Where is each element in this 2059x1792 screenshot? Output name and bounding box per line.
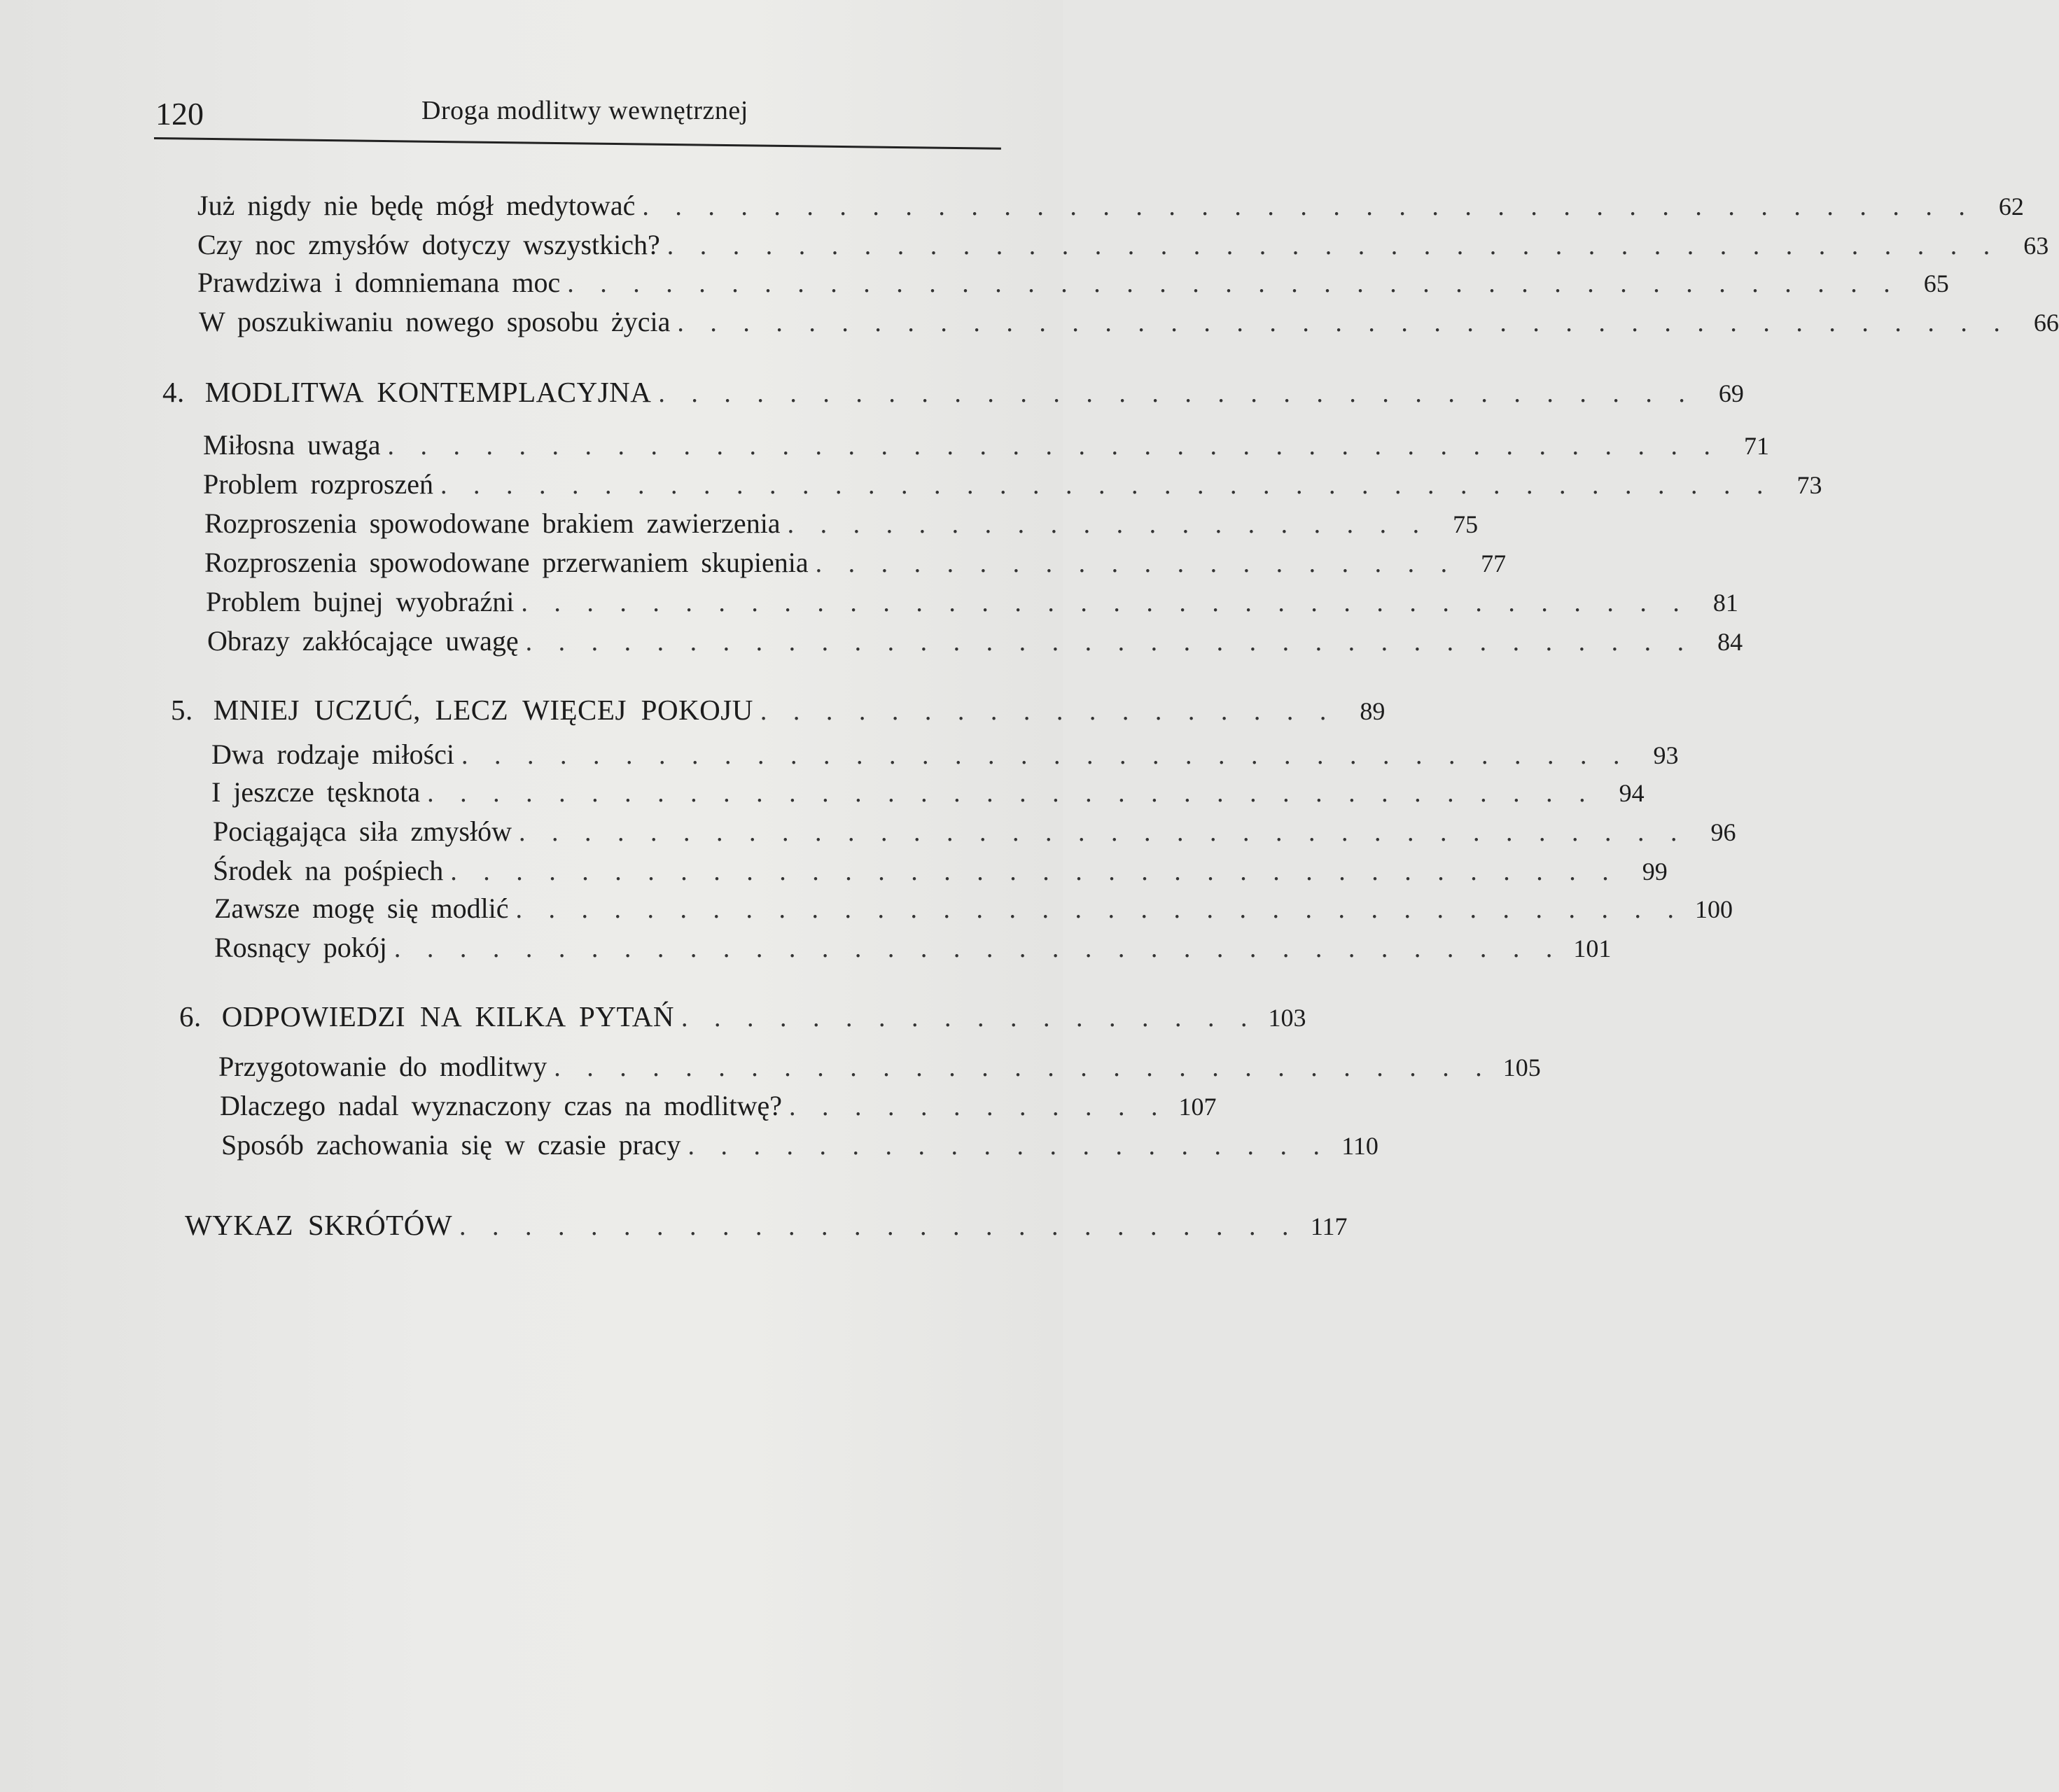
toc-entry	[213, 815, 1736, 854]
toc-entry-page: 110	[1341, 1132, 1379, 1160]
dot-leader: . . . . . . . . . . . . . . . . . . . .	[815, 549, 1458, 578]
toc-entry-page: 100	[1695, 895, 1733, 923]
chapter-title: MNIEJ UCZUĆ, LECZ WIĘCEJ POKOJU	[213, 694, 753, 726]
toc-entry	[206, 585, 1738, 624]
toc-entry	[214, 931, 1612, 970]
toc-entry	[204, 546, 1507, 585]
dot-leader: . . . . . . . . . . . . . . . . . . . . . . . . . . . . . . . . . . . .	[521, 588, 1689, 617]
dot-leader: . . . . . . . . . . . . . . . . . . . . . . . . . . . . . . . . . . . .	[525, 627, 1694, 657]
toc-entry-page: 75	[1453, 510, 1479, 538]
toc-entry	[204, 507, 1479, 546]
toc-entry-title: I jeszcze tęsknota	[211, 776, 421, 808]
toc-entry-page: 63	[2023, 232, 2049, 260]
dot-leader: . . . . . . . . . . . .	[788, 1092, 1168, 1121]
toc-entry	[213, 854, 1668, 893]
toc-entry	[214, 892, 1733, 931]
toc-entry	[203, 468, 1822, 507]
toc-entry-title: Środek na pośpiech	[213, 855, 444, 886]
toc-entry-page: 105	[1502, 1054, 1541, 1082]
toc-entry-title: Problem rozproszeń	[203, 468, 434, 500]
chapter-title: MODLITWA KONTEMPLACYJNA	[204, 376, 652, 408]
toc-entry-title: W poszukiwaniu nowego sposobu życia	[199, 306, 671, 337]
chapter-page: 89	[1360, 697, 1386, 725]
chapter-page: 69	[1718, 379, 1744, 407]
toc-entry-page: 73	[1796, 471, 1822, 499]
toc-entry-title: Czy noc zmysłów dotyczy wszystkich?	[197, 229, 660, 260]
toc-entry	[207, 624, 1743, 664]
toc-entry	[221, 1128, 1379, 1168]
dot-leader: . . . . . . . . . . . . . . . . . .	[760, 696, 1336, 726]
toc-entry-title: Prawdziwa i domniemana moc	[197, 267, 561, 298]
dot-leader: . . . . . . . . . . . . . . . . . . . . . . . . . . . . . . . . . . . . . . . . .	[677, 308, 2010, 337]
toc-entry	[197, 266, 1949, 305]
chapter-number: 6.	[179, 1000, 202, 1032]
toc-entry-title: Przygotowanie do modlitwy	[218, 1051, 547, 1082]
toc-entry-title: Problem bujnej wyobraźni	[206, 586, 515, 617]
toc-entry-title: Zawsze mogę się modlić	[214, 892, 509, 924]
toc-entry-page: 99	[1642, 858, 1668, 886]
dot-leader: . . . . . . . . . . . . . . . . . . . . . . . . . . . . . . . . . . . .	[393, 934, 1563, 963]
dot-leader: . . . . . . . . . . . . . . . . . . . . . . . . . .	[459, 1212, 1299, 1241]
toc-entry-title: Dwa rodzaje miłości	[211, 738, 454, 770]
toc-entry-page: 94	[1619, 779, 1645, 807]
toc-entry-title: Dlaczego nadal wyznaczony czas na modlitwę?	[220, 1090, 782, 1121]
toc-entry-page: 77	[1481, 550, 1507, 578]
toc-entry-page: 96	[1710, 818, 1736, 846]
toc-entry-page: 81	[1712, 589, 1738, 617]
dot-leader: . . . . . . . . . . . . . . . . . . . . . . . . . . . . . . . . . . . . . . . . .	[440, 470, 1773, 500]
toc-chapter	[171, 693, 1386, 732]
chapter-number: 4.	[162, 376, 185, 408]
toc-entry-title: Pociągająca siła zmysłów	[213, 816, 512, 847]
toc-entry-page: 101	[1573, 934, 1612, 962]
page-number: 120	[155, 96, 204, 132]
toc-chapter	[185, 1208, 1348, 1247]
chapter-page: 103	[1268, 1004, 1306, 1032]
toc-entry	[218, 1050, 1541, 1089]
toc-entry-title: Sposób zachowania się w czasie pracy	[221, 1129, 681, 1161]
dot-leader: . . . . . . . . . . . . . . . . . . . . . . . . . . . . . . . . . . . .	[518, 818, 1687, 847]
chapter-title: WYKAZ SKRÓTÓW	[185, 1209, 453, 1241]
toc-entry	[197, 189, 2024, 228]
dot-leader: . . . . . . . . . . . . . . . . . . . . . . . . . . . . . . . . . . . . . . . . .	[642, 192, 1975, 221]
dot-leader: . . . . . . . . . . . . . . . . . . . . . . . . . . . . . . . . . . . . . . . . .	[567, 269, 1900, 298]
dot-leader: . . . . . . . . . . . . . . . . . . . . . . . . . . . . . . . . . . . .	[450, 857, 1619, 886]
header-rule	[154, 137, 1001, 150]
toc-entry	[203, 428, 1770, 468]
toc-entry-title: Już nigdy nie będę mógł medytować	[197, 190, 636, 221]
toc-entry	[197, 228, 2049, 267]
dot-leader: . . . . . . . . . . . . . . . . . . . . . . . . . . . . . . . . . . . .	[427, 778, 1596, 808]
dot-leader: . . . . . . . . . . . . . . . . . . . . . . . . . . . . . . . .	[658, 379, 1695, 408]
dot-leader: . . . . . . . . . . . . . . . . . . . .	[787, 510, 1430, 539]
toc-entry-title: Rozproszenia spowodowane brakiem zawierzenia	[204, 507, 781, 539]
dot-leader: . . . . . . . . . . . . . . . . . . . . . . . . . . . . . . . . . . . . . . . . .	[387, 431, 1721, 461]
toc-entry	[211, 776, 1645, 815]
dot-leader: . . . . . . . . . . . . . . . . . . . . . . . . . . . . . . . . . . . . . . . . .	[666, 231, 2000, 260]
toc-entry	[199, 305, 2059, 344]
toc-entry-page: 107	[1178, 1093, 1217, 1121]
toc-entry-title: Rozproszenia spowodowane przerwaniem skupienia	[204, 547, 809, 578]
toc-entry	[211, 738, 1679, 777]
toc-entry-title: Obrazy zakłócające uwagę	[207, 625, 519, 657]
toc-chapter	[179, 1000, 1306, 1039]
toc-entry-page: 62	[1998, 192, 2024, 220]
dot-leader: . . . . . . . . . . . . . . . . . . . . . . . . . . . . . . . . . . . .	[461, 741, 1630, 770]
chapter-title: ODPOWIEDZI NA KILKA PYTAŃ	[221, 1000, 674, 1032]
toc-entry-page: 84	[1717, 628, 1743, 656]
toc-entry-page: 66	[2033, 309, 2059, 337]
dot-leader: . . . . . . . . . . . . . . . . . . . . . . . . . . . . .	[554, 1053, 1492, 1082]
toc-entry-title: Rosnący pokój	[214, 932, 387, 963]
toc-entry	[220, 1089, 1217, 1128]
running-title: Droga modlitwy wewnętrznej	[421, 96, 748, 125]
toc-entry-page: 93	[1653, 741, 1679, 769]
dot-leader: . . . . . . . . . . . . . . . . . . . .	[688, 1131, 1329, 1161]
toc-chapter	[162, 375, 1744, 414]
chapter-number: 5.	[171, 694, 193, 726]
toc-entry-title: Miłosna uwaga	[203, 429, 381, 461]
chapter-page: 117	[1310, 1212, 1348, 1240]
toc-entry-page: 71	[1744, 432, 1770, 460]
toc-entry-page: 65	[1923, 270, 1949, 298]
dot-leader: . . . . . . . . . . . . . . . . . . . . . . . . . . . . . . . . . . . .	[515, 895, 1684, 924]
dot-leader: . . . . . . . . . . . . . . . . . .	[680, 1003, 1257, 1032]
page-header	[154, 88, 1008, 144]
